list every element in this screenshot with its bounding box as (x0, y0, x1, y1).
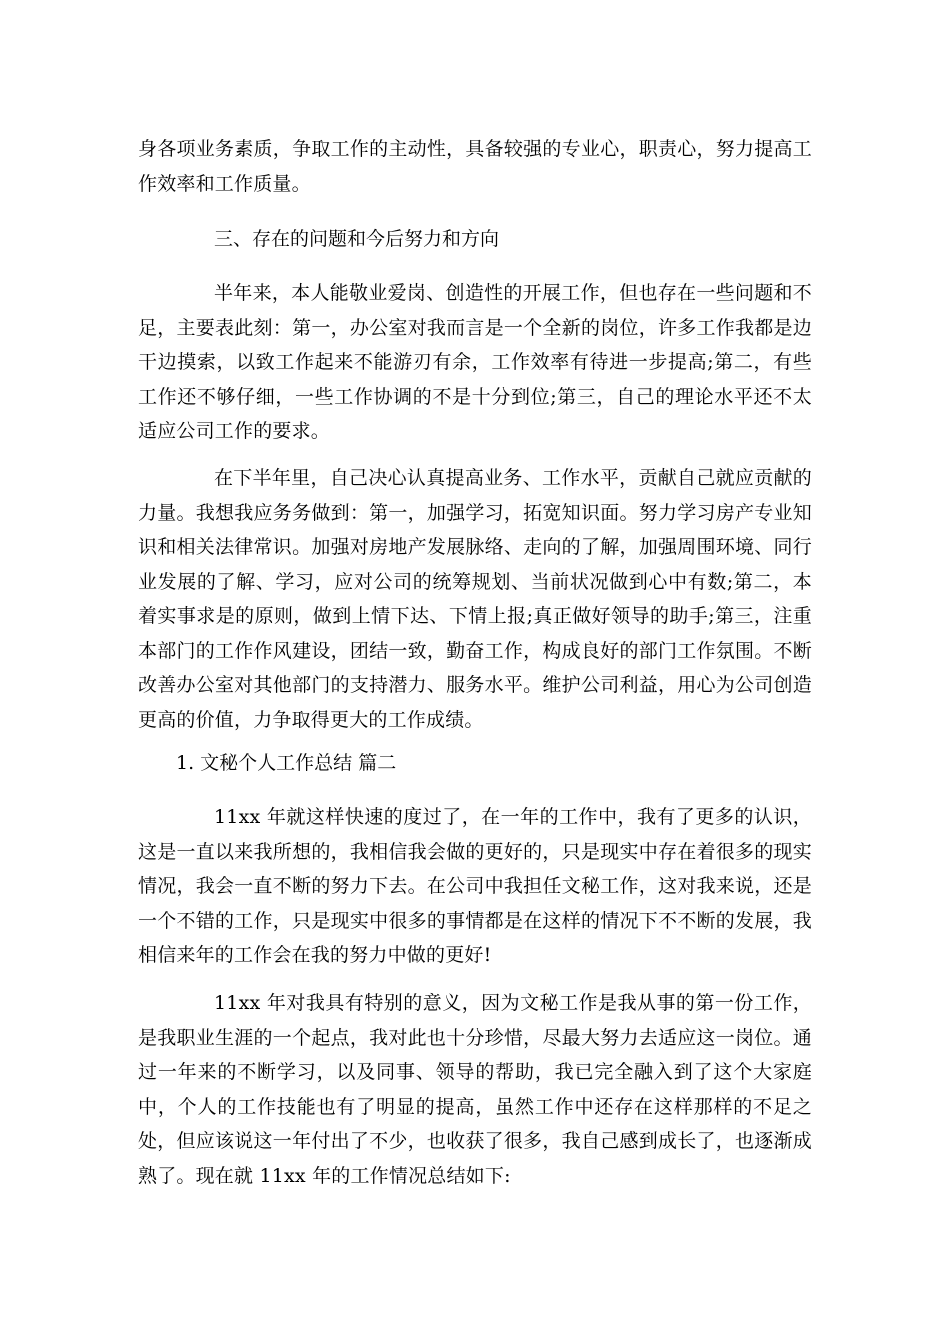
paragraph-year-review: 11xx 年就这样快速的度过了，在一年的工作中，我有了更多的认识，这是一直以来我所想的，我相信我会做的更好的，只是现实中存在着很多的现实情况，我会一直不断的努力下去。在公司中我担任文秘工作，这对我来说，还是一个不错的工作，只是现实中很多的事情都是在这样的情况下不不断的发展，我相信来年的工作会在我的努力中做的更好! (138, 806, 812, 966)
article-heading-part-two: 1. 文秘个人工作总结 篇二 (176, 752, 397, 774)
paragraph-plans: 在下半年里，自己决心认真提高业务、工作水平，贡献自己就应贡献的力量。我想我应务务做到：第一，加强学习，拓宽知识面。努力学习房产专业知识和相关法律常识。加强对房地产发展脉络、走向的了解，加强周围环境、同行业发展的了解、学习，应对公司的统筹规划、当前状况做到心中有数;第二，本着实事求是的原则，做到上情下达、下情上报;真正做好领导的助手;第三，注重本部门的工作作风建设，团结一致，勤奋工作，构成良好的部门工作氛围。不断改善办公室对其他部门的支持潜力、服务水平。维护公司利益，用心为公司创造更高的价值，力争取得更大的工作成绩。 (138, 467, 812, 731)
paragraph-continuation: 身各项业务素质，争取工作的主动性，具备较强的专业心，职责心，努力提高工作效率和工作质量。 (138, 138, 812, 195)
paragraph-problems: 半年来，本人能敬业爱岗、创造性的开展工作，但也存在一些问题和不足，主要表此刻：第一，办公室对我而言是一个全新的岗位，许多工作我都是边干边摸索，以致工作起来不能游刃有余，工作效率有待进一步提高;第二，有些工作还不够仔细，一些工作协调的不是十分到位;第三，自己的理论水平还不太适应公司工作的要求。 (138, 282, 812, 442)
section-heading-problems: 三、存在的问题和今后努力和方向 (214, 228, 500, 250)
paragraph-year-meaning: 11xx 年对我具有特别的意义，因为文秘工作是我从事的第一份工作，是我职业生涯的一个起点，我对此也十分珍惜，尽最大努力去适应这一岗位。通过一年来的不断学习，以及同事、领导的帮助，我已完全融入到了这个大家庭中，个人的工作技能也有了明显的提高，虽然工作中还存在这样那样的不足之处，但应该说这一年付出了不少，也收获了很多，我自己感到成长了，也逐渐成熟了。现在就 11xx 年的工作情况总结如下: (138, 992, 812, 1187)
